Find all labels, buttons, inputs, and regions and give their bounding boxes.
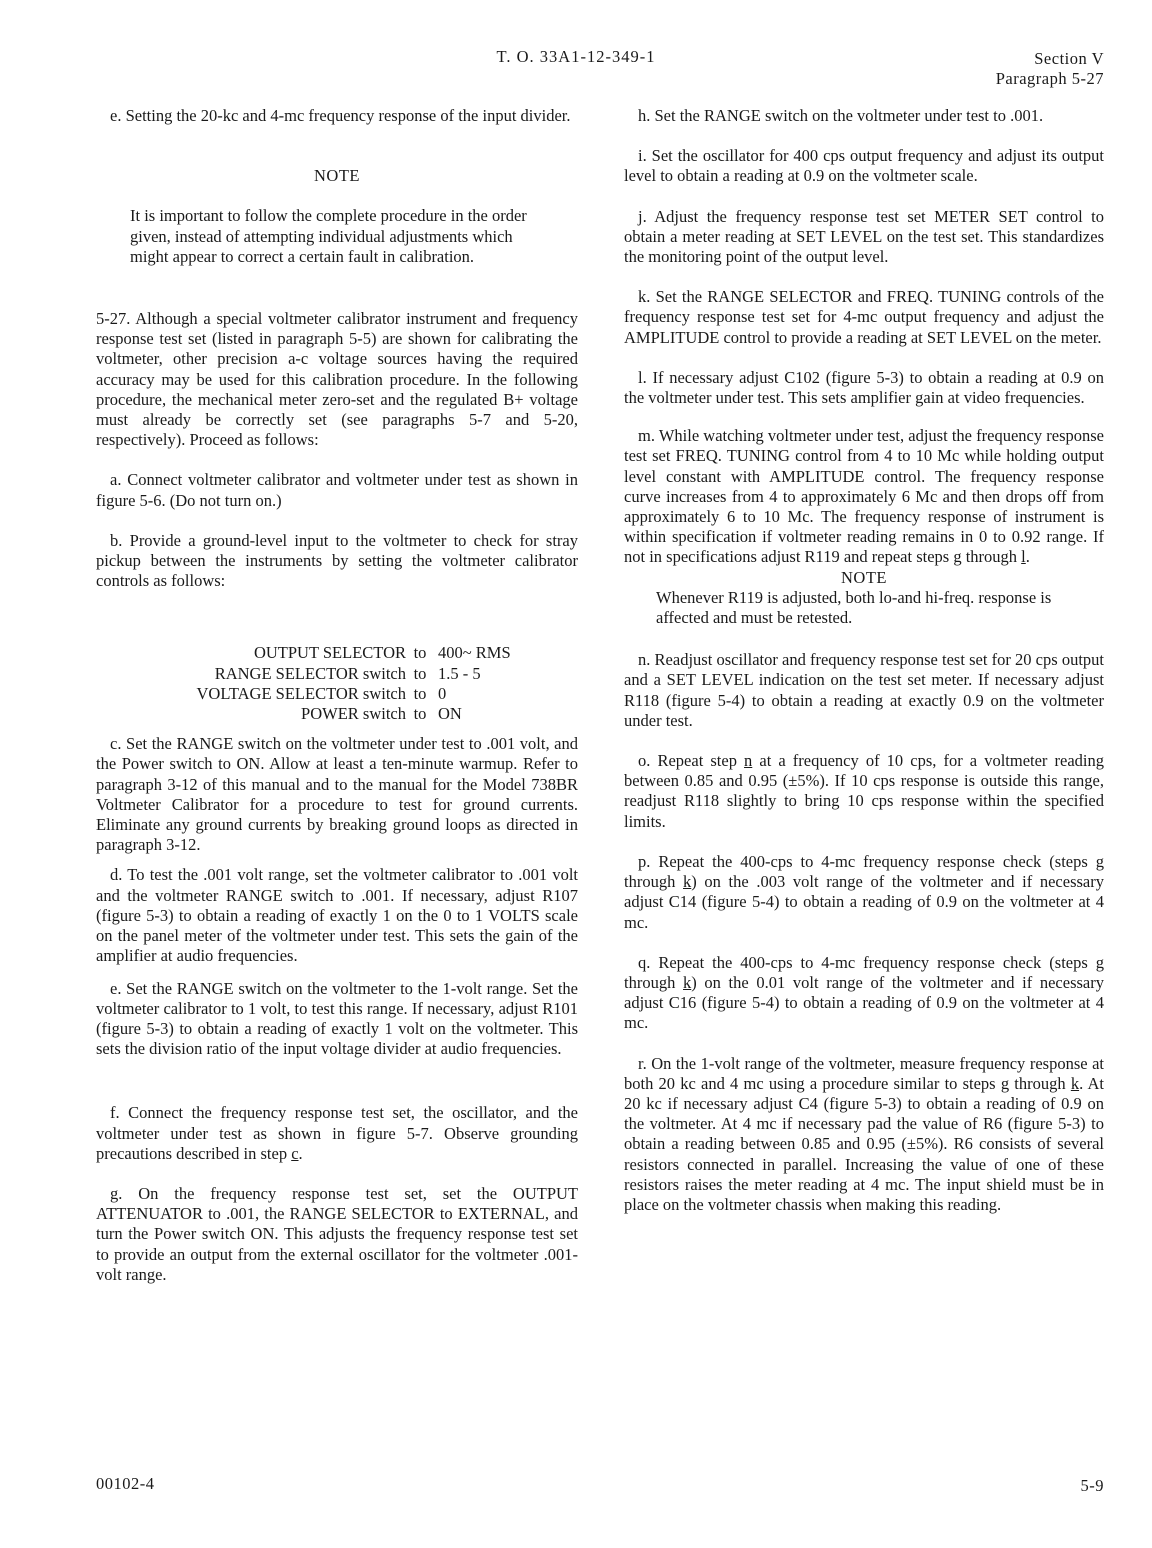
setting-label: RANGE SELECTOR switch	[214, 663, 406, 683]
step-r-end: . At 20 kc if necessary adjust C4 (figure 5-3) to obtain a reading of 0.9 on the voltmeter. At 4 mc if necessary pad the value of R6 (figure 5-3) to obtain a reading between 0.85 and 0.95 (±5%). R6 consists of several resistors connected in parallel. Increasing the value of one of these resistors raises the meter reading at 4 mc. The input shield must be in place on the voltmeter chassis when making this reading.	[624, 1073, 1104, 1214]
step-p-end: ) on the .003 volt range of the voltmeter and if necessary adjust C14 (figure 5-4) to obtain a reading of 0.9 on the voltmeter at 4 mc.	[624, 872, 1104, 932]
step-r-through: through	[1009, 1073, 1071, 1093]
setting-to: to	[413, 683, 427, 703]
step-reference: c	[291, 1143, 299, 1163]
step-r-text: r. On the 1-volt range of the voltmeter, measure frequency response at both 20 kc and 4 mc using a procedure similar to steps	[624, 1053, 1104, 1093]
step-m-through: through	[961, 547, 1022, 567]
setting-label: VOLTAGE SELECTOR switch	[196, 683, 406, 703]
step-h: h. Set the RANGE switch on the voltmeter under test to .001.	[638, 106, 1044, 125]
step-reference: g	[1000, 1073, 1010, 1093]
note-title-right: NOTE	[841, 567, 887, 587]
step-q-through: through	[624, 972, 683, 992]
step-o-text: o. Repeat step	[638, 751, 745, 771]
document-number: T. O. 33A1-12-349-1	[496, 47, 656, 66]
setting-label: OUTPUT SELECTOR	[253, 643, 406, 663]
setting-to: to	[413, 663, 427, 683]
note-text-right: Whenever R119 is adjusted, both lo-and hi-freq. response is affected and must be retested.	[656, 587, 1052, 628]
step-reference: k	[683, 972, 692, 992]
step-f	[96, 1103, 578, 1164]
step-reference: k	[1070, 1073, 1080, 1093]
step-reference: l	[1021, 547, 1026, 567]
step-p-text: p. Repeat the 400-cps to 4-mc frequency response check (steps	[638, 851, 1096, 871]
step-g: g. On the frequency response test set, set the OUTPUT ATTENUATOR to .001, the RANGE SELECTOR to EXTERNAL, and turn the Power switch ON. This adjusts the frequency response test set to provide an output from the external oscillator for the voltmeter .001-volt range.	[96, 1183, 578, 1284]
step-e: e. Set the RANGE switch on the voltmeter to the 1-volt range. Set the voltmeter calibrator to 1 volt, to test this range. If necessary, adjust R101 (figure 5-3) to obtain a reading of exactly 1 volt on the voltmeter. This sets the division ratio of the input voltage divider at audio frequencies.	[96, 978, 578, 1059]
paragraph-5-27: 5-27. Although a special voltmeter calibrator instrument and frequency response test set (listed in paragraph 5-5) are shown for calibrating the voltmeter, other precision a-c voltage sources having the required accuracy may be used for this calibration procedure. In the following procedure, the mechanical meter zero-set and the regulated B+ voltage must already be correctly set (see paragraphs 5-7 and 5-20, respectively). Proceed as follows:	[96, 309, 578, 450]
setting-value: 0	[438, 683, 447, 703]
step-q-end: ) on the 0.01 volt range of the voltmeter and if necessary adjust C16 (figure 5-4) to obtain a reading of 0.9 on the voltmeter at 4 mc.	[624, 972, 1104, 1033]
step-c: c. Set the RANGE switch on the voltmeter under test to .001 volt, and the Power switch to ON. Allow at least a ten-minute warmup. Refer to paragraph 3-12 of this manual and to the manual for the Model 738BR Voltmeter Calibrator for a procedure to test for ground currents. Eliminate any ground currents by breaking ground loops as directed in paragraph 3-12.	[96, 734, 578, 855]
calibrator-settings-table	[96, 643, 578, 724]
step-p	[624, 852, 1104, 933]
step-q-text: q. Repeat the 400-cps to 4-mc frequency response check (steps	[638, 952, 1096, 972]
left-column	[96, 106, 578, 1285]
step-i: i. Set the oscillator for 400 cps output frequency and adjust its output level to obtain a reading at 0.9 on the voltmeter scale.	[624, 146, 1104, 186]
step-m-end: .	[1025, 547, 1030, 567]
note-text: It is important to follow the complete procedure in the order given, instead of attempting individual adjustments which might appear to correct a certain fault in calibration.	[130, 206, 527, 266]
step-j: j. Adjust the frequency response test set METER SET control to obtain a meter reading at SET LEVEL on the test set. This standardizes the monitoring point of the output level.	[624, 206, 1104, 267]
step-r	[624, 1054, 1104, 1216]
step-reference: g	[1095, 952, 1104, 972]
step-m-text: m. While watching voltmeter under test, adjust the frequency response test set FREQ. TUNING control from 4 to 10 Mc while holding output level constant with AMPLITUDE control. The frequency response curve increases from 4 to approximately 6 Mc and then drops off from approximately 6 to 10 Mc. The frequency response of instrument is within specification if voltmeter reading remains in 0 to 0.92 range. If not in specifications adjust R119 and repeat steps	[624, 426, 1104, 567]
step-reference: g	[953, 547, 962, 567]
document-code: 00102-4	[96, 1474, 155, 1493]
step-q	[624, 953, 1104, 1034]
step-reference: n	[744, 751, 753, 771]
section-header	[996, 49, 1104, 89]
note-title: NOTE	[314, 166, 360, 186]
settings-row	[96, 704, 578, 724]
settings-row	[96, 643, 578, 663]
step-o-end: at a frequency of 10 cps, for a voltmeter reading between 0.85 and 0.95 (±5%). If 10 cps response is outside this range, readjust R118 slightly to bring 10 cps response within the specified limits.	[624, 751, 1104, 831]
setting-to: to	[413, 643, 427, 663]
settings-row	[96, 664, 578, 684]
step-f-text: f. Connect the frequency response test set, the oscillator, and the voltmeter under test as shown in figure 5-7. Observe grounding precautions described in step	[96, 1103, 578, 1163]
step-f-end: .	[298, 1143, 303, 1163]
step-p-through: through	[624, 872, 683, 892]
right-column	[624, 106, 1104, 1215]
step-reference: k	[683, 872, 692, 892]
settings-row	[96, 684, 578, 704]
step-l: l. If necessary adjust C102 (figure 5-3) to obtain a reading at 0.9 on the voltmeter under test. This sets amplifier gain at video frequencies.	[624, 367, 1104, 408]
setting-value: 400~ RMS	[438, 643, 511, 663]
step-m	[624, 426, 1104, 567]
setting-value: ON	[438, 704, 462, 724]
step-n: n. Readjust oscillator and frequency response test set for 20 cps output and a SET LEVEL indication on the test set meter. If necessary adjust R118 (figure 5-4) to obtain a reading at exactly 0.9 on the voltmeter under test.	[624, 650, 1104, 730]
page-number: 5-9	[1080, 1476, 1104, 1495]
setting-to: to	[413, 704, 427, 724]
section-label: Section V	[1034, 49, 1104, 68]
step-b: b. Provide a ground-level input to the voltmeter to check for stray pickup between the instruments by setting the voltmeter calibrator controls as follows:	[96, 530, 578, 591]
paragraph-label: Paragraph 5-27	[995, 69, 1104, 89]
step-k: k. Set the RANGE SELECTOR and FREQ. TUNING controls of the frequency response test set for 4-mc output frequency and adjust the AMPLITUDE control to provide a reading at SET LEVEL on the meter.	[624, 287, 1104, 347]
step-e-heading: e. Setting the 20-kc and 4-mc frequency response of the input divider.	[110, 106, 571, 125]
setting-label: POWER switch	[301, 704, 406, 724]
step-reference: g	[1095, 851, 1104, 871]
step-d: d. To test the .001 volt range, set the voltmeter calibrator to .001 volt and the voltmeter RANGE switch to .001. If necessary, adjust R107 (figure 5-3) to obtain a reading of exactly 1 on the 0 to 1 VOLTS scale on the panel meter of the voltmeter under test. This sets the gain of the amplifier at audio frequencies.	[96, 865, 578, 966]
step-o	[624, 751, 1104, 832]
step-a: a. Connect voltmeter calibrator and voltmeter under test as shown in figure 5-6. (Do not turn on.)	[96, 470, 578, 510]
setting-value: 1.5 - 5	[438, 663, 481, 683]
